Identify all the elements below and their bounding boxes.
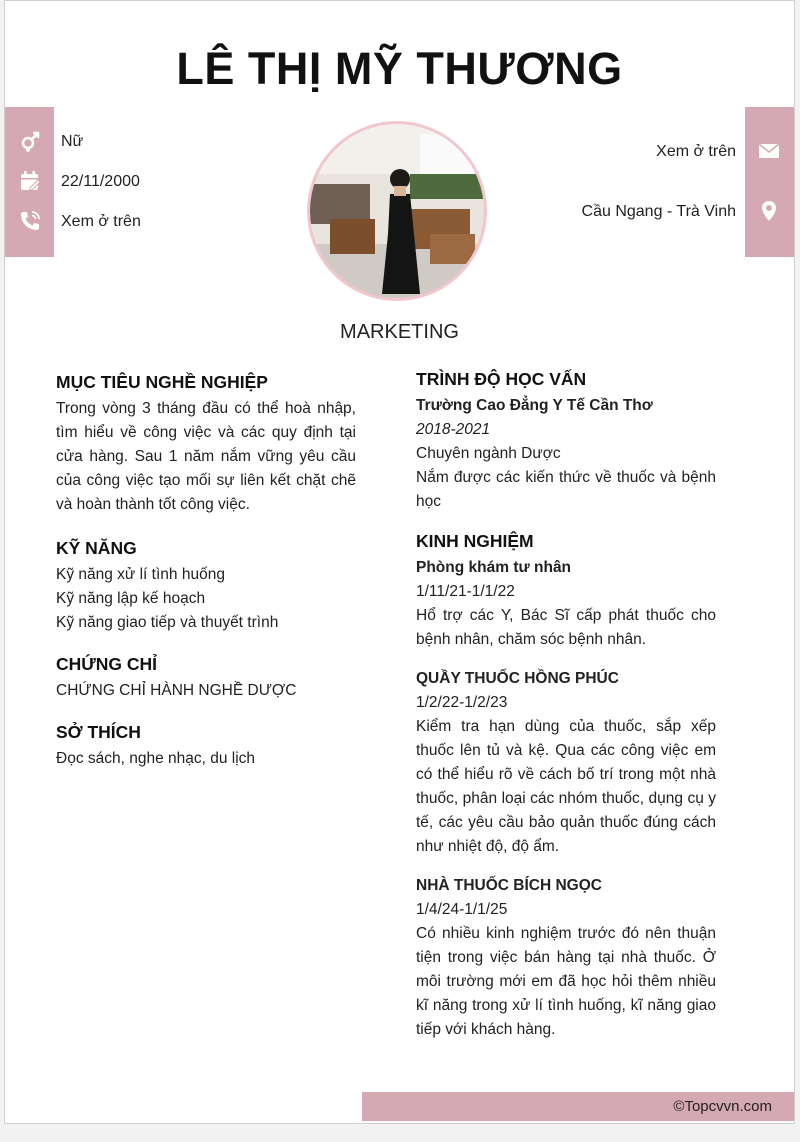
experience-section bbox=[416, 530, 716, 1042]
hobbies-text: Đọc sách, nghe nhạc, du lịch bbox=[56, 750, 256, 767]
left-contact-bar bbox=[5, 107, 54, 257]
objective-section bbox=[56, 371, 356, 517]
experience-company: Phòng khám tư nhân bbox=[416, 559, 572, 576]
hobbies-section bbox=[56, 721, 356, 771]
left-column bbox=[56, 371, 356, 771]
education-title: TRÌNH ĐỘ HỌC VẤN bbox=[416, 369, 587, 389]
email-icon bbox=[757, 139, 781, 163]
gender-value: Nữ bbox=[61, 133, 84, 150]
experience-period: 1/11/21-1/1/22 bbox=[416, 583, 515, 600]
education-major: Chuyên ngành Dược bbox=[416, 445, 561, 462]
right-contact-bar bbox=[745, 107, 794, 257]
education-years: 2018-2021 bbox=[416, 421, 491, 438]
objective-title: MỤC TIÊU NGHỀ NGHIỆP bbox=[56, 372, 268, 392]
skill-item: Kỹ năng xử lí tình huống bbox=[56, 566, 225, 583]
candidate-name: LÊ THỊ MỸ THƯƠNG bbox=[176, 43, 623, 94]
footer-brand: ©Topcvvn.com bbox=[673, 1098, 772, 1115]
experience-item bbox=[416, 556, 716, 652]
hobbies-title: SỞ THÍCH bbox=[56, 722, 141, 742]
certificate-item: CHỨNG CHỈ HÀNH NGHỀ DƯỢC bbox=[56, 682, 297, 699]
gender-icon bbox=[18, 129, 42, 153]
experience-item bbox=[416, 874, 716, 1042]
experience-desc: Có nhiều kinh nghiệm trước đó nên thuận tiện trong việc bán hàng tại nhà thuốc. Ở môi trường mới em đã học hỏi thêm nhiều kĩ năng trong xử lí tình huống, kĩ năng giao tiếp với khách hàng. bbox=[416, 925, 716, 1038]
location-icon bbox=[757, 199, 781, 223]
experience-period: 1/2/22-1/2/23 bbox=[416, 694, 508, 711]
experience-company: NHÀ THUỐC BÍCH NGỌC bbox=[416, 877, 602, 894]
experience-company: QUẦY THUỐC HỒNG PHÚC bbox=[416, 670, 619, 687]
education-desc: Nắm được các kiến thức về thuốc và bệnh học bbox=[416, 469, 716, 510]
certificates-section bbox=[56, 653, 356, 703]
certificates-title: CHỨNG CHỈ bbox=[56, 654, 158, 674]
address-value: Cầu Ngang - Trà Vinh bbox=[581, 203, 736, 220]
experience-desc: Kiểm tra hạn dùng của thuốc, sắp xếp thuốc lên tủ và kệ. Qua các công việc em có thể hiểu rõ về cách bố trí trong một nhà thuốc, phân loại các nhóm thuốc, dụng cụ y tế, các yêu cầu bảo quản thuốc đúng cách như nhiệt độ, độ ẩm. bbox=[416, 718, 716, 855]
right-column bbox=[416, 368, 716, 1042]
email-value: Xem ở trên bbox=[656, 143, 736, 160]
experience-item bbox=[416, 667, 716, 859]
experience-desc: Hổ trợ các Y, Bác Sĩ cấp phát thuốc cho bệnh nhân, chăm sóc bệnh nhân. bbox=[416, 607, 716, 648]
education-section bbox=[416, 368, 716, 514]
objective-text: Trong vòng 3 tháng đầu có thể hoà nhập, tìm hiểu về công việc và các quy định tại cửa hàng. Sau 1 năm nắm vững yêu cầu của công việc tạo mối sự liên kết chặt chẽ và hoàn thành tốt công việc. bbox=[56, 400, 356, 513]
cv-page bbox=[4, 0, 795, 1124]
skill-item: Kỹ năng lập kế hoạch bbox=[56, 590, 206, 607]
birthday-value: 22/11/2000 bbox=[61, 173, 140, 190]
skill-item: Kỹ năng giao tiếp và thuyết trình bbox=[56, 614, 279, 631]
skills-title: KỸ NĂNG bbox=[56, 538, 137, 558]
skills-section bbox=[56, 537, 356, 635]
experience-title: KINH NGHIỆM bbox=[416, 531, 534, 551]
phone-value: Xem ở trên bbox=[61, 213, 141, 230]
footer-bar bbox=[362, 1092, 794, 1121]
education-school: Trường Cao Đẳng Y Tế Cần Thơ bbox=[416, 397, 653, 414]
job-title: MARKETING bbox=[340, 321, 459, 343]
experience-period: 1/4/24-1/1/25 bbox=[416, 901, 508, 918]
calendar-icon bbox=[18, 169, 42, 193]
avatar bbox=[307, 121, 487, 301]
phone-icon bbox=[18, 209, 42, 233]
